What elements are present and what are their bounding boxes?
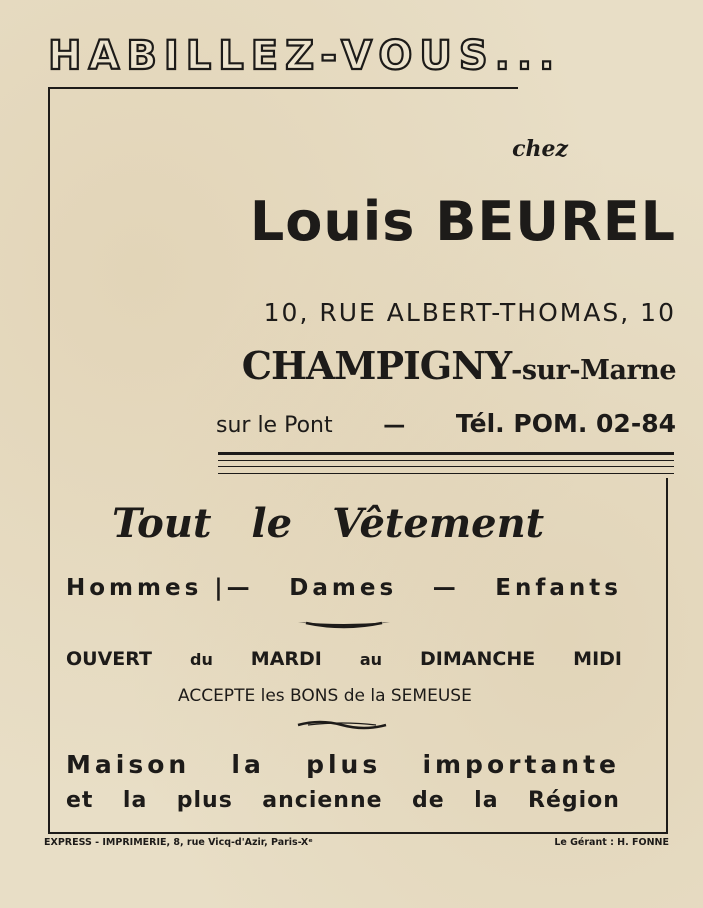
merchant-name: Louis BEUREL [249, 190, 676, 253]
category-dash: — [432, 575, 460, 601]
hours-ouvert: OUVERT [66, 648, 153, 670]
title-word-tout: Tout [112, 500, 212, 547]
tout-le-vetement-title [112, 500, 544, 547]
hours-du: du [189, 650, 213, 669]
claim1-word: Maison [66, 750, 191, 779]
claim2-word: et [66, 788, 94, 813]
frame-bottom-border [48, 832, 668, 834]
chez-label: chez [512, 136, 568, 162]
city-main: CHAMPIGNY [241, 343, 512, 388]
claim-line-1 [66, 750, 620, 779]
city-suffix: -sur-Marne [511, 355, 676, 386]
flourish-ornament-2 [296, 718, 388, 732]
location-separator: — [383, 413, 406, 438]
divider-rule-thick [218, 452, 674, 455]
hours-midi: MIDI [573, 648, 622, 670]
claim1-word: importante [422, 750, 620, 779]
claim2-word: de [412, 788, 445, 813]
manager-credit: Le Gérant : H. FONNE [554, 837, 669, 848]
divider-rule-thin-1 [218, 460, 674, 461]
claim-line-2 [66, 788, 620, 813]
divider-rule-thin-3 [218, 473, 674, 474]
headline: HABILLEZ-VOUS... [48, 33, 562, 79]
bons-semeuse: ACCEPTE les BONS de la SEMEUSE [178, 686, 472, 706]
flourish-ornament-1 [296, 618, 392, 632]
city-line [0, 343, 676, 388]
claim2-word: ancienne [262, 788, 383, 813]
location-phone-line [216, 409, 676, 438]
hours-dimanche: DIMANCHE [420, 648, 536, 670]
phone-number: Tél. POM. 02-84 [455, 409, 676, 438]
frame-right-border [666, 478, 668, 834]
divider-rule-thin-2 [218, 466, 674, 467]
hours-au: au [359, 650, 383, 669]
clothing-categories [66, 575, 622, 601]
category-enfants: Enfants [495, 575, 622, 601]
title-word-le: le [251, 500, 293, 547]
claim2-word: la [474, 788, 499, 813]
claim1-word: la [231, 750, 265, 779]
claim2-word: plus [176, 788, 233, 813]
frame-top-border [48, 87, 518, 89]
category-hommes: Hommes |— [66, 575, 254, 601]
street-address: 10, RUE ALBERT-THOMAS, 10 [263, 298, 676, 327]
claim2-word: Région [528, 788, 620, 813]
location-text: sur le Pont [216, 413, 333, 438]
claim1-word: plus [306, 750, 382, 779]
hours-mardi: MARDI [250, 648, 322, 670]
claim2-word: la [122, 788, 148, 813]
category-dames: Dames [289, 575, 398, 601]
printer-credit: EXPRESS - IMPRIMERIE, 8, rue Vicq-d'Azir, Paris-Xᵉ [44, 837, 313, 848]
title-word-vetement: Vêtement [332, 500, 545, 547]
opening-hours [66, 648, 622, 670]
